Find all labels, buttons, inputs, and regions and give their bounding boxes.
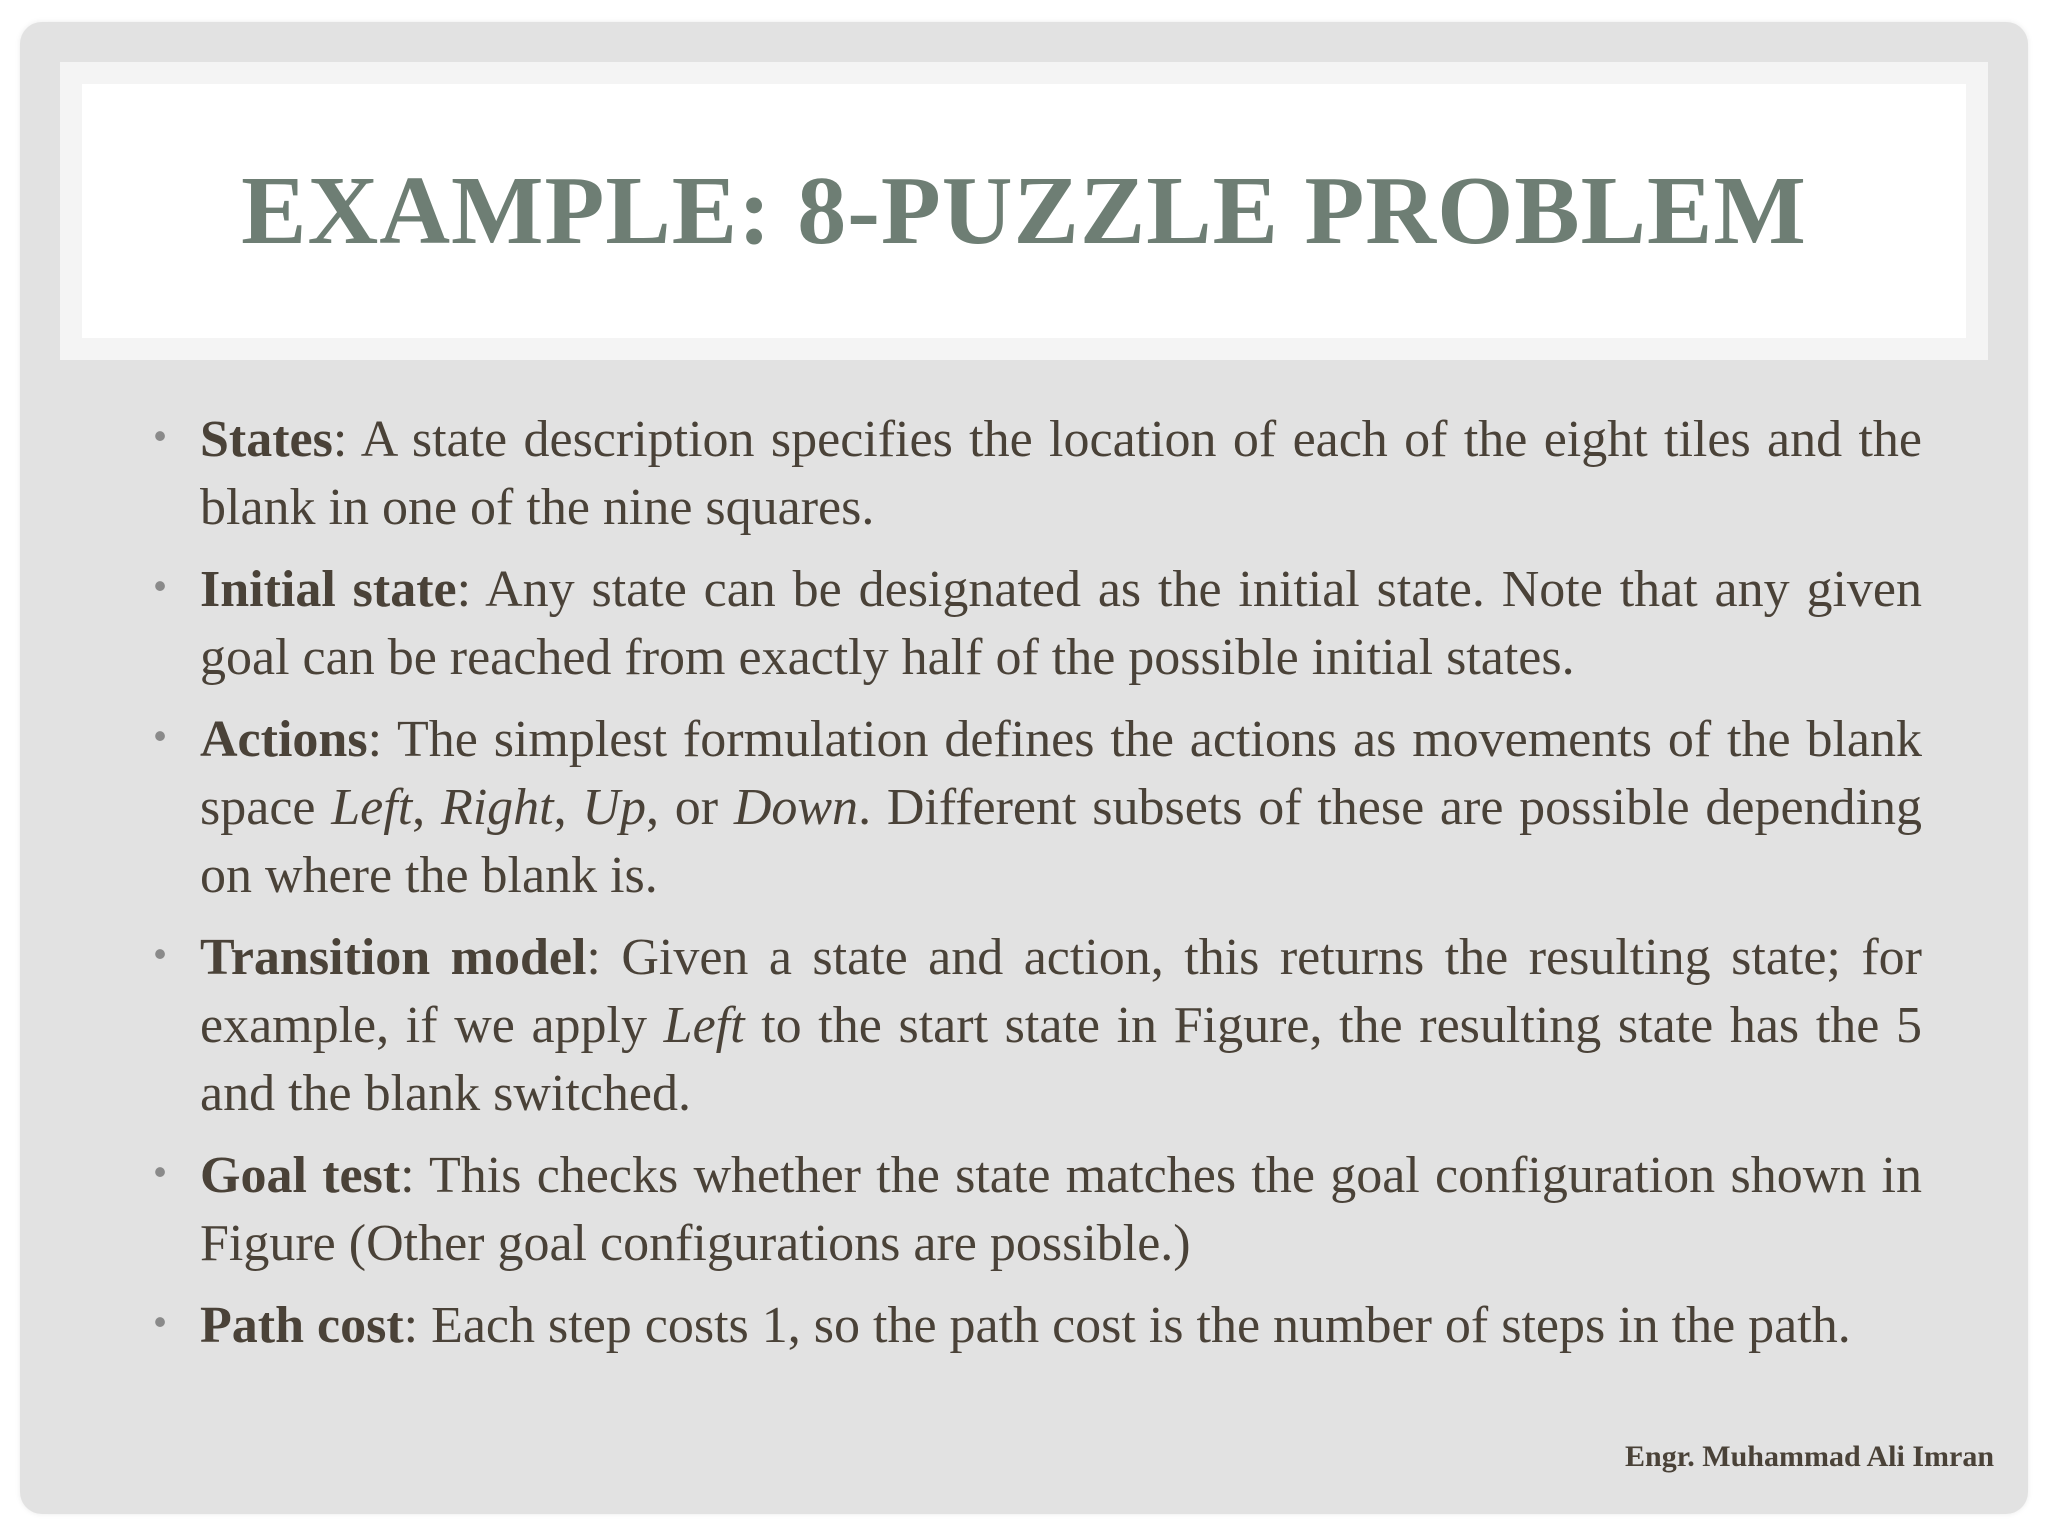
bullet-item [140,1142,1922,1278]
bullet-list [140,406,1922,1360]
bullet-text: to the start state in Figure, the resulting state has the 5 and the blank switched. [200,997,1922,1122]
title-box [82,84,1966,338]
bullet-italic-text: Up [582,779,646,836]
bullet-italic-text: Left [331,779,413,836]
bullet-text: : Each step costs 1, so the path cost is the number of steps in the path. [403,1297,1851,1354]
bullet-term: Path cost [200,1297,404,1354]
slide [20,22,2028,1514]
bullet-text: : A state description specifies the location of each of the eight tiles and the blank in one of the nine squares. [200,411,1922,536]
bullet-item [140,406,1922,542]
bullet-term: Initial state [200,561,457,618]
bullet-text: : Any state can be designated as the initial state. Note that any given goal can be reached from exactly half of the possible initial states. [200,561,1923,686]
bullet-text: , [412,779,441,836]
bullet-dot-icon: • [153,565,167,606]
bullet-item [140,706,1922,910]
bullet-dot-icon: • [153,933,167,974]
bullet-term: Actions [200,711,368,768]
bullet-dot-icon: • [153,1301,167,1342]
bullet-text: . Different subsets of these are possible depending on where the blank is. [200,779,1923,904]
bullet-italic-text: Left [663,997,745,1054]
bullet-italic-text: Right [440,779,554,836]
bullet-term: Goal test [200,1147,401,1204]
bullet-text: : Given a state and action, this returns the resulting state; for example, if we apply [200,929,1922,1054]
title-frame [60,62,1988,360]
bullet-dot-icon: • [153,1151,167,1192]
slide-content [140,406,1922,1374]
bullet-text: : The simplest formulation defines the actions as movements of the blank space [200,711,1922,836]
bullet-italic-text: Down [733,779,859,836]
bullet-item [140,1292,1922,1360]
bullet-text: , [553,779,583,836]
bullet-term: Transition model [200,929,587,986]
slide-title: EXAMPLE: 8-PUZZLE PROBLEM [241,157,1807,265]
bullet-item [140,556,1922,692]
slide-footer: Engr. Muhammad Ali Imran [1625,1440,1994,1473]
bullet-dot-icon: • [153,415,167,456]
bullet-text: , or [645,779,734,836]
bullet-dot-icon: • [153,715,167,756]
bullet-text: : This checks whether the state matches the goal configuration shown in Figure (Other goal configurations are possible.) [200,1147,1923,1272]
bullet-item [140,924,1922,1128]
bullet-term: States [200,411,333,468]
